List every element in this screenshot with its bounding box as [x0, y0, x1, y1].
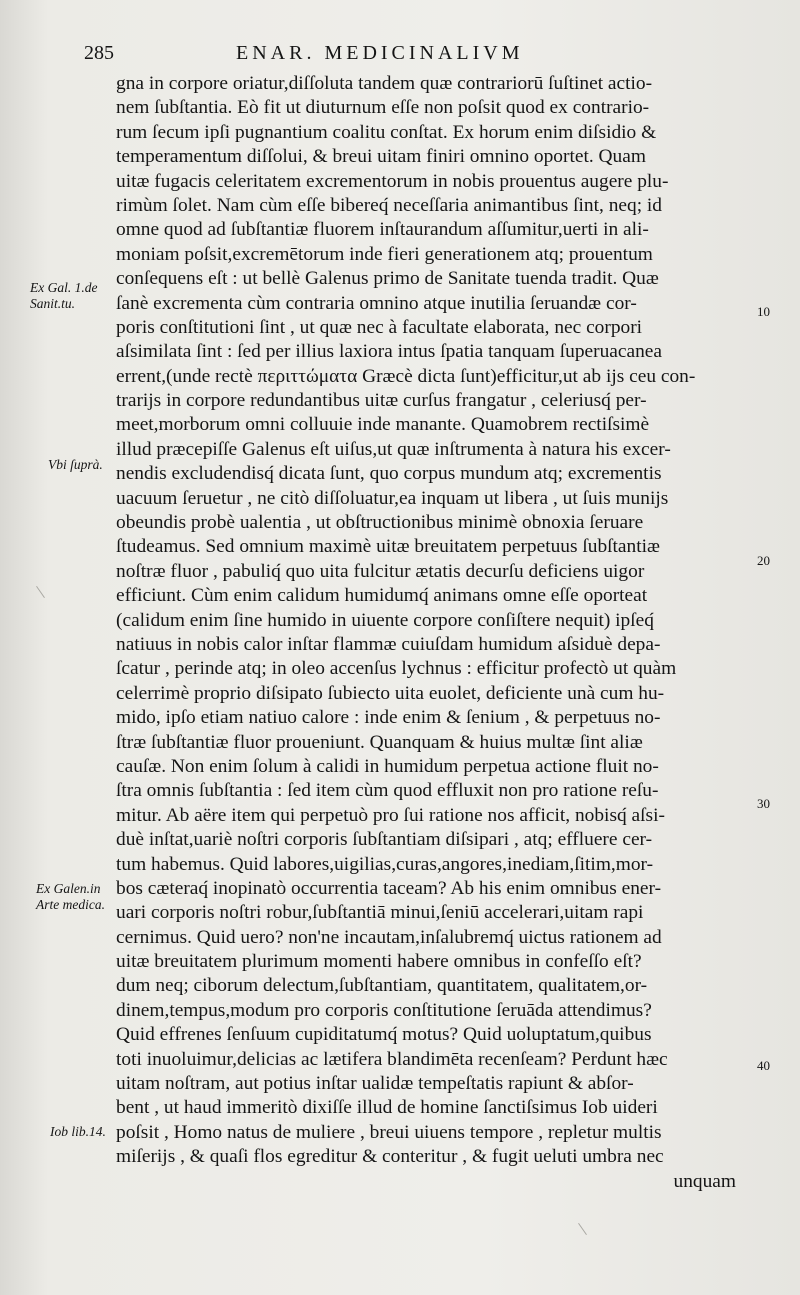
line-number-20: 20	[757, 553, 770, 568]
text-line: noſtræ fluor , pabuliq́ quo uita fulcitur ætatis decurſu deficiens uigor	[116, 560, 645, 582]
text-line: poſsit , Homo natus de muliere , breui uiuens tempore , repletur multis	[116, 1121, 662, 1143]
text-line: bent , ut haud immeritò dixiſſe illud de homine ſanctiſsimus Iob uideri	[116, 1097, 658, 1119]
text-line: ſcatur , perinde atq; in oleo accenſus lychnus : efficitur profectò ut quàm	[116, 658, 677, 680]
text-line: bos cæteraq́ inopinatò occurrentia taceam? Ab his enim omnibus ener-	[116, 877, 662, 899]
text-line: uari corporis noſtri robur,ſubſtantiā minui,ſeniū accelerari,uitam rapi	[116, 902, 644, 924]
text-line: aſsimilata ſint : ſed per illius laxiora intus ſpatia tanquam ſuperuacanea	[116, 341, 662, 363]
text-line: conſequens eſt : ut bellè Galenus primo de Sanitate tuenda tradit. Quæ	[116, 268, 659, 290]
text-line: uitam noſtram, aut potius inſtar ualidæ tempeſtatis rapiunt & abſor-	[116, 1073, 634, 1095]
text-line: celerrimè proprio diſsipato ſubiecto uita euolet, deficiente unà cum hu-	[116, 682, 665, 704]
text-line: poris conſtitutioni ſint , ut quæ nec à facultate elaborata, nec corpori	[116, 316, 643, 338]
text-line: trarijs in corpore redundantibus uitæ curſus frangatur , celeriusq́ per-	[116, 390, 647, 412]
text-line: duè inſtat,uariè noſtri corporis ſubſtantiam diſsipari , atq; effluere cer-	[116, 829, 653, 851]
text-line: rum ſecum ipſi pugnantium coalitu conſtat. Ex horum enim diſsidio &	[116, 121, 657, 143]
text-line: gna in corpore oriatur,diſſoluta tandem quæ contrariorū ſuſtinet actio-	[116, 73, 653, 94]
text-line: errent,(unde rectè περιττώματα Græcè dicta ſunt)efficitur,ut ab ijs ceu con-	[116, 365, 696, 387]
text-line: uacuum ſeruetur , ne citò diſſoluatur,ea inquam ut libera , ut ſuis munijs	[116, 487, 669, 509]
text-line: cauſæ. Non enim ſolum à calidi in humidum perpetua actione fluit no-	[116, 755, 659, 777]
text-line: obeundis probè ualentia , ut obſtructionibus minimè obnoxia ſeruare	[116, 512, 644, 534]
stray-mark	[36, 586, 45, 598]
text-line: natiuus in nobis calor inſtar flammæ cuiuſdam humidum aſsiduè depa-	[116, 633, 661, 655]
text-line: dum neq; ciborum delectum,ſubſtantiam, quantitatem, qualitatem,or-	[116, 975, 648, 997]
text-line: mido, ipſo etiam natiuo calore : inde enim & ſenium , & perpetuus no-	[116, 707, 661, 729]
text-line: efficiunt. Cùm enim calidum humidumq́ animans omne eſſe oporteat	[116, 585, 648, 607]
text-line: miſerijs , & quaſi flos egreditur & conteritur , & fugit ueluti umbra nec	[116, 1146, 664, 1168]
text-line: cernimus. Quid uero? non'ne incautam,inſalubremq́ uictus rationem ad	[116, 926, 662, 948]
stray-mark	[578, 1223, 587, 1235]
text-line: rimùm ſolet. Nam cùm eſſe bibereq́ neceſſaria animantibus ſint, neq; id	[116, 194, 663, 216]
running-head: ENAR. MEDICINALIVM	[236, 42, 524, 64]
text-line: ſanè excrementa cùm contraria omnino atque inutilia ſeruandæ cor-	[116, 292, 637, 314]
line-number-10: 10	[757, 304, 770, 319]
text-line: (calidum enim ſine humido in uiuente corpore conſiſtere nequit) ipſeq́	[116, 609, 654, 631]
text-line: nendis excludendisq́ dicata ſunt, quo corpus mundum atq; excrementis	[116, 463, 662, 485]
page-header	[84, 40, 724, 70]
text-line: omne quod ad ſubſtantiæ fluorem inſtaurandum aſſumitur,uerti in ali-	[116, 219, 649, 241]
margin-note-galen-arte: Ex Galen.in Arte medica.	[36, 881, 105, 912]
text-line: meet,morborum omni colluuie inde manante. Quamobrem rectiſsimè	[116, 414, 650, 436]
text-line: Quid effrenes ſenſuum cupiditatumq́ motus? Quid uoluptatum,quibus	[116, 1024, 652, 1046]
text-line: uitæ breuitatem plurimum momenti habere omnibus in confeſſo eſt?	[116, 951, 642, 973]
text-line: mitur. Ab aëre item qui perpetuò pro ſui ratione nos afficit, nobisq́ aſsi-	[116, 804, 665, 826]
catchword: unquam	[673, 1170, 736, 1192]
text-line: dinem,tempus,modum pro corporis conſtitutione ſeruāda attendimus?	[116, 999, 652, 1021]
text-line: toti inuoluimur,delicias ac lætifera blandimēta recenſeam? Perdunt hæc	[116, 1048, 668, 1070]
line-number-40: 40	[757, 1058, 770, 1073]
text-line: ſtudeamus. Sed omnium maximè uitæ breuitatem perpetuus ſubſtantiæ	[116, 536, 660, 558]
text-line: temperamentum diſſolui, & breui uitam finiri omnino oportet. Quam	[116, 146, 646, 168]
folio-number: 285	[84, 42, 114, 64]
margin-note-vbi-supra: Vbi ſuprà.	[48, 457, 103, 472]
line-number-30: 30	[757, 796, 770, 811]
text-line: moniam poſsit,excremētorum inde fieri generationem atq; prouentum	[116, 243, 653, 265]
margin-note-iob: Iob lib.14.	[50, 1124, 106, 1139]
text-line: tum habemus. Quid labores,uigilias,curas,angores,inediam,ſitim,mor-	[116, 853, 654, 875]
text-line: uitæ fugacis celeritatem excrementorum in nobis prouentus augere plu-	[116, 170, 669, 192]
main-text-block	[116, 72, 736, 1194]
text-line: ſtra omnis ſubſtantia : ſed item cùm quod effluxit non pro ratione reſu-	[116, 780, 659, 802]
text-line: illud præcepiſſe Galenus eſt uiſus,ut quæ inſtrumenta à natura his excer-	[116, 438, 671, 460]
text-line: nem ſubſtantia. Eò fit ut diuturnum eſſe non poſsit quod ex contrario-	[116, 97, 650, 119]
margin-note-galen-sanitate: Ex Gal. 1.de Sanit.tu.	[30, 280, 98, 311]
text-line: ſtræ ſubſtantiæ fluor proueniunt. Quanquam & huius multæ ſint aliæ	[116, 731, 643, 753]
